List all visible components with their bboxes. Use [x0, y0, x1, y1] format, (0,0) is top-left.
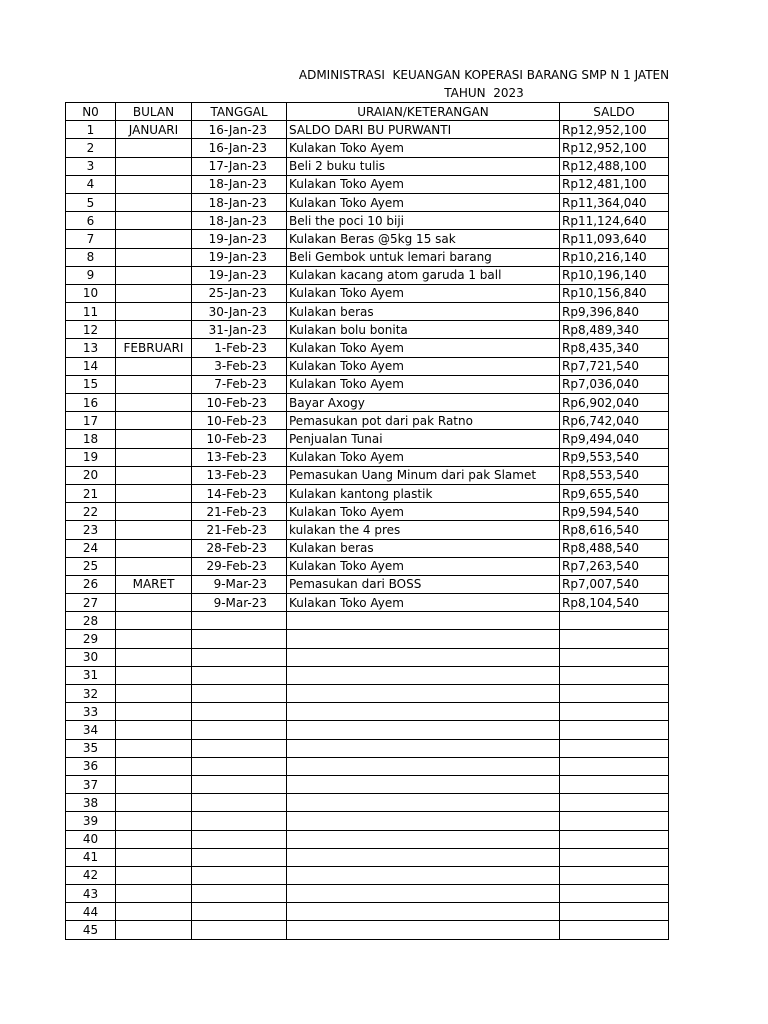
cell-no: 16: [66, 394, 116, 412]
cell-no: 22: [66, 503, 116, 521]
cell-no: 38: [66, 794, 116, 812]
cell-tanggal: 19-Jan-23: [192, 248, 287, 266]
cell-no: 20: [66, 466, 116, 484]
cell-saldo: [560, 830, 669, 848]
table-row: [66, 812, 669, 830]
header-row: [66, 103, 669, 121]
table-row: [66, 466, 669, 484]
cell-tanggal: [192, 703, 287, 721]
table-row: [66, 339, 669, 357]
cell-no: 18: [66, 430, 116, 448]
finance-table: [65, 102, 669, 940]
table-row: [66, 193, 669, 211]
cell-keterangan: Kulakan Toko Ayem: [287, 448, 560, 466]
cell-saldo: Rp9,396,840: [560, 303, 669, 321]
cell-keterangan: Beli the poci 10 biji: [287, 212, 560, 230]
table-row: [66, 321, 669, 339]
cell-saldo: [560, 885, 669, 903]
cell-keterangan: kulakan the 4 pres: [287, 521, 560, 539]
cell-tanggal: 9-Mar-23: [192, 575, 287, 593]
cell-saldo: Rp9,655,540: [560, 484, 669, 502]
table-row: [66, 557, 669, 575]
cell-no: 25: [66, 557, 116, 575]
cell-keterangan: Kulakan beras: [287, 303, 560, 321]
cell-saldo: [560, 775, 669, 793]
header-tanggal: TANGGAL: [192, 103, 287, 121]
cell-bulan: [116, 557, 192, 575]
cell-keterangan: Kulakan Toko Ayem: [287, 375, 560, 393]
cell-bulan: [116, 866, 192, 884]
table-row: [66, 757, 669, 775]
cell-tanggal: 10-Feb-23: [192, 430, 287, 448]
cell-keterangan: Kulakan beras: [287, 539, 560, 557]
cell-bulan: [116, 612, 192, 630]
cell-no: 30: [66, 648, 116, 666]
cell-keterangan: Kulakan Beras @5kg 15 sak: [287, 230, 560, 248]
cell-no: 14: [66, 357, 116, 375]
cell-keterangan: [287, 866, 560, 884]
cell-keterangan: Kulakan Toko Ayem: [287, 594, 560, 612]
cell-saldo: Rp7,721,540: [560, 357, 669, 375]
cell-keterangan: [287, 757, 560, 775]
document-title: ADMINISTRASI KEUANGAN KOPERASI BARANG SMP N 1 JATEN: [298, 68, 670, 82]
cell-saldo: [560, 666, 669, 684]
cell-saldo: Rp6,902,040: [560, 394, 669, 412]
cell-bulan: [116, 157, 192, 175]
cell-tanggal: [192, 757, 287, 775]
cell-keterangan: [287, 885, 560, 903]
cell-bulan: [116, 666, 192, 684]
cell-keterangan: Pemasukan Uang Minum dari pak Slamet: [287, 466, 560, 484]
cell-no: 11: [66, 303, 116, 321]
cell-no: 10: [66, 284, 116, 302]
cell-keterangan: [287, 685, 560, 703]
cell-bulan: [116, 812, 192, 830]
cell-bulan: FEBRUARI: [116, 339, 192, 357]
cell-tanggal: 13-Feb-23: [192, 448, 287, 466]
table-row: [66, 139, 669, 157]
cell-bulan: [116, 284, 192, 302]
cell-saldo: Rp12,952,100: [560, 139, 669, 157]
cell-tanggal: 19-Jan-23: [192, 230, 287, 248]
cell-keterangan: [287, 903, 560, 921]
cell-bulan: [116, 394, 192, 412]
cell-bulan: [116, 430, 192, 448]
cell-saldo: Rp10,196,140: [560, 266, 669, 284]
cell-saldo: Rp11,364,040: [560, 193, 669, 211]
table-row: [66, 594, 669, 612]
cell-tanggal: 18-Jan-23: [192, 175, 287, 193]
cell-saldo: Rp12,952,100: [560, 121, 669, 139]
table-row: [66, 830, 669, 848]
cell-tanggal: 13-Feb-23: [192, 466, 287, 484]
cell-saldo: [560, 612, 669, 630]
table-row: [66, 848, 669, 866]
table-row: [66, 630, 669, 648]
cell-no: 19: [66, 448, 116, 466]
cell-bulan: [116, 139, 192, 157]
cell-keterangan: Kulakan Toko Ayem: [287, 557, 560, 575]
cell-keterangan: [287, 775, 560, 793]
cell-no: 4: [66, 175, 116, 193]
cell-saldo: Rp7,007,540: [560, 575, 669, 593]
cell-keterangan: [287, 721, 560, 739]
cell-no: 31: [66, 666, 116, 684]
cell-tanggal: [192, 612, 287, 630]
cell-no: 17: [66, 412, 116, 430]
cell-no: 40: [66, 830, 116, 848]
cell-tanggal: [192, 921, 287, 939]
table-row: [66, 412, 669, 430]
table-row: [66, 775, 669, 793]
cell-saldo: [560, 721, 669, 739]
cell-bulan: [116, 539, 192, 557]
cell-tanggal: 1-Feb-23: [192, 339, 287, 357]
cell-no: 21: [66, 484, 116, 502]
cell-no: 26: [66, 575, 116, 593]
cell-keterangan: [287, 812, 560, 830]
table-row: [66, 903, 669, 921]
cell-bulan: [116, 357, 192, 375]
cell-keterangan: Kulakan Toko Ayem: [287, 284, 560, 302]
cell-saldo: Rp8,488,540: [560, 539, 669, 557]
cell-bulan: [116, 466, 192, 484]
cell-saldo: Rp9,553,540: [560, 448, 669, 466]
cell-tanggal: 9-Mar-23: [192, 594, 287, 612]
cell-tanggal: 19-Jan-23: [192, 266, 287, 284]
cell-saldo: Rp7,036,040: [560, 375, 669, 393]
table-row: [66, 685, 669, 703]
cell-no: 39: [66, 812, 116, 830]
cell-saldo: [560, 848, 669, 866]
cell-keterangan: Bayar Axogy: [287, 394, 560, 412]
cell-saldo: Rp8,616,540: [560, 521, 669, 539]
cell-bulan: [116, 503, 192, 521]
table-body: [66, 121, 669, 939]
table-row: [66, 266, 669, 284]
cell-bulan: [116, 448, 192, 466]
cell-keterangan: [287, 703, 560, 721]
cell-saldo: Rp10,156,840: [560, 284, 669, 302]
cell-keterangan: Kulakan Toko Ayem: [287, 503, 560, 521]
cell-tanggal: [192, 830, 287, 848]
header-bulan: BULAN: [116, 103, 192, 121]
cell-keterangan: Pemasukan pot dari pak Ratno: [287, 412, 560, 430]
cell-bulan: [116, 848, 192, 866]
cell-no: 24: [66, 539, 116, 557]
cell-no: 13: [66, 339, 116, 357]
cell-saldo: Rp7,263,540: [560, 557, 669, 575]
cell-bulan: [116, 193, 192, 211]
cell-tanggal: [192, 775, 287, 793]
cell-tanggal: 16-Jan-23: [192, 139, 287, 157]
header-saldo: SALDO: [560, 103, 669, 121]
cell-tanggal: 25-Jan-23: [192, 284, 287, 302]
table-row: [66, 575, 669, 593]
cell-tanggal: 28-Feb-23: [192, 539, 287, 557]
cell-tanggal: 29-Feb-23: [192, 557, 287, 575]
cell-bulan: [116, 830, 192, 848]
table-row: [66, 375, 669, 393]
table-row: [66, 303, 669, 321]
cell-saldo: Rp8,104,540: [560, 594, 669, 612]
cell-no: 5: [66, 193, 116, 211]
cell-tanggal: 10-Feb-23: [192, 412, 287, 430]
cell-tanggal: 30-Jan-23: [192, 303, 287, 321]
table-row: [66, 248, 669, 266]
table-row: [66, 794, 669, 812]
table-row: [66, 157, 669, 175]
cell-tanggal: [192, 903, 287, 921]
cell-no: 36: [66, 757, 116, 775]
cell-tanggal: [192, 739, 287, 757]
cell-keterangan: [287, 612, 560, 630]
header-keterangan: URAIAN/KETERANGAN: [287, 103, 560, 121]
cell-keterangan: Penjualan Tunai: [287, 430, 560, 448]
cell-saldo: [560, 866, 669, 884]
cell-tanggal: 7-Feb-23: [192, 375, 287, 393]
document-year: TAHUN 2023: [444, 86, 524, 100]
cell-saldo: [560, 648, 669, 666]
cell-tanggal: 18-Jan-23: [192, 212, 287, 230]
cell-no: 33: [66, 703, 116, 721]
cell-keterangan: [287, 921, 560, 939]
cell-keterangan: Beli 2 buku tulis: [287, 157, 560, 175]
table-row: [66, 121, 669, 139]
cell-no: 7: [66, 230, 116, 248]
table-row: [66, 430, 669, 448]
cell-tanggal: 31-Jan-23: [192, 321, 287, 339]
cell-keterangan: Kulakan kantong plastik: [287, 484, 560, 502]
cell-tanggal: [192, 794, 287, 812]
cell-no: 32: [66, 685, 116, 703]
table-row: [66, 484, 669, 502]
cell-bulan: [116, 721, 192, 739]
cell-bulan: [116, 484, 192, 502]
cell-saldo: [560, 703, 669, 721]
cell-bulan: JANUARI: [116, 121, 192, 139]
cell-saldo: Rp8,435,340: [560, 339, 669, 357]
cell-keterangan: Beli Gembok untuk lemari barang: [287, 248, 560, 266]
cell-keterangan: [287, 739, 560, 757]
cell-keterangan: Kulakan Toko Ayem: [287, 193, 560, 211]
cell-saldo: Rp10,216,140: [560, 248, 669, 266]
cell-keterangan: Kulakan kacang atom garuda 1 ball: [287, 266, 560, 284]
cell-bulan: [116, 175, 192, 193]
cell-bulan: [116, 375, 192, 393]
cell-bulan: [116, 794, 192, 812]
cell-no: 42: [66, 866, 116, 884]
cell-no: 3: [66, 157, 116, 175]
cell-saldo: Rp11,093,640: [560, 230, 669, 248]
cell-tanggal: 3-Feb-23: [192, 357, 287, 375]
cell-tanggal: [192, 685, 287, 703]
cell-no: 28: [66, 612, 116, 630]
table-row: [66, 212, 669, 230]
cell-bulan: [116, 685, 192, 703]
cell-tanggal: [192, 630, 287, 648]
cell-no: 6: [66, 212, 116, 230]
table-row: [66, 921, 669, 939]
cell-saldo: [560, 739, 669, 757]
cell-tanggal: 17-Jan-23: [192, 157, 287, 175]
cell-bulan: MARET: [116, 575, 192, 593]
table-row: [66, 885, 669, 903]
cell-keterangan: [287, 648, 560, 666]
cell-bulan: [116, 230, 192, 248]
cell-no: 9: [66, 266, 116, 284]
cell-no: 34: [66, 721, 116, 739]
table-row: [66, 721, 669, 739]
cell-saldo: [560, 794, 669, 812]
cell-keterangan: Kulakan bolu bonita: [287, 321, 560, 339]
cell-keterangan: Kulakan Toko Ayem: [287, 339, 560, 357]
cell-bulan: [116, 303, 192, 321]
cell-saldo: Rp9,594,540: [560, 503, 669, 521]
table-row: [66, 521, 669, 539]
table-row: [66, 866, 669, 884]
table-row: [66, 539, 669, 557]
cell-keterangan: [287, 794, 560, 812]
table-row: [66, 648, 669, 666]
cell-bulan: [116, 885, 192, 903]
cell-bulan: [116, 757, 192, 775]
cell-no: 35: [66, 739, 116, 757]
cell-saldo: [560, 757, 669, 775]
cell-tanggal: 14-Feb-23: [192, 484, 287, 502]
table-row: [66, 448, 669, 466]
cell-saldo: Rp6,742,040: [560, 412, 669, 430]
cell-saldo: [560, 903, 669, 921]
cell-bulan: [116, 266, 192, 284]
cell-keterangan: Pemasukan dari BOSS: [287, 575, 560, 593]
cell-tanggal: 21-Feb-23: [192, 521, 287, 539]
cell-keterangan: [287, 630, 560, 648]
cell-keterangan: [287, 830, 560, 848]
header-no: N0: [66, 103, 116, 121]
table-row: [66, 175, 669, 193]
cell-keterangan: SALDO DARI BU PURWANTI: [287, 121, 560, 139]
table-row: [66, 394, 669, 412]
cell-bulan: [116, 903, 192, 921]
cell-tanggal: 10-Feb-23: [192, 394, 287, 412]
cell-tanggal: 16-Jan-23: [192, 121, 287, 139]
table-row: [66, 666, 669, 684]
cell-saldo: [560, 812, 669, 830]
table-row: [66, 703, 669, 721]
cell-tanggal: [192, 885, 287, 903]
cell-no: 41: [66, 848, 116, 866]
cell-no: 27: [66, 594, 116, 612]
cell-tanggal: 21-Feb-23: [192, 503, 287, 521]
cell-tanggal: [192, 866, 287, 884]
cell-bulan: [116, 739, 192, 757]
cell-no: 44: [66, 903, 116, 921]
cell-no: 43: [66, 885, 116, 903]
cell-bulan: [116, 594, 192, 612]
cell-bulan: [116, 521, 192, 539]
cell-keterangan: [287, 666, 560, 684]
cell-no: 15: [66, 375, 116, 393]
cell-bulan: [116, 248, 192, 266]
cell-saldo: Rp9,494,040: [560, 430, 669, 448]
cell-tanggal: [192, 848, 287, 866]
cell-keterangan: Kulakan Toko Ayem: [287, 357, 560, 375]
table-row: [66, 357, 669, 375]
cell-no: 1: [66, 121, 116, 139]
cell-tanggal: [192, 721, 287, 739]
cell-bulan: [116, 775, 192, 793]
cell-saldo: [560, 921, 669, 939]
cell-bulan: [116, 648, 192, 666]
cell-saldo: Rp8,553,540: [560, 466, 669, 484]
cell-keterangan: [287, 848, 560, 866]
cell-bulan: [116, 321, 192, 339]
cell-keterangan: Kulakan Toko Ayem: [287, 175, 560, 193]
cell-tanggal: [192, 648, 287, 666]
cell-saldo: Rp12,481,100: [560, 175, 669, 193]
cell-tanggal: [192, 812, 287, 830]
cell-bulan: [116, 412, 192, 430]
cell-bulan: [116, 921, 192, 939]
cell-no: 29: [66, 630, 116, 648]
cell-bulan: [116, 212, 192, 230]
cell-saldo: [560, 685, 669, 703]
table-row: [66, 503, 669, 521]
cell-no: 45: [66, 921, 116, 939]
cell-keterangan: Kulakan Toko Ayem: [287, 139, 560, 157]
table-row: [66, 230, 669, 248]
cell-no: 8: [66, 248, 116, 266]
cell-tanggal: [192, 666, 287, 684]
cell-no: 37: [66, 775, 116, 793]
cell-no: 12: [66, 321, 116, 339]
table-row: [66, 739, 669, 757]
cell-saldo: Rp11,124,640: [560, 212, 669, 230]
cell-saldo: [560, 630, 669, 648]
cell-tanggal: 18-Jan-23: [192, 193, 287, 211]
cell-bulan: [116, 703, 192, 721]
cell-no: 23: [66, 521, 116, 539]
cell-saldo: Rp12,488,100: [560, 157, 669, 175]
table-row: [66, 612, 669, 630]
cell-saldo: Rp8,489,340: [560, 321, 669, 339]
cell-no: 2: [66, 139, 116, 157]
table-row: [66, 284, 669, 302]
cell-bulan: [116, 630, 192, 648]
